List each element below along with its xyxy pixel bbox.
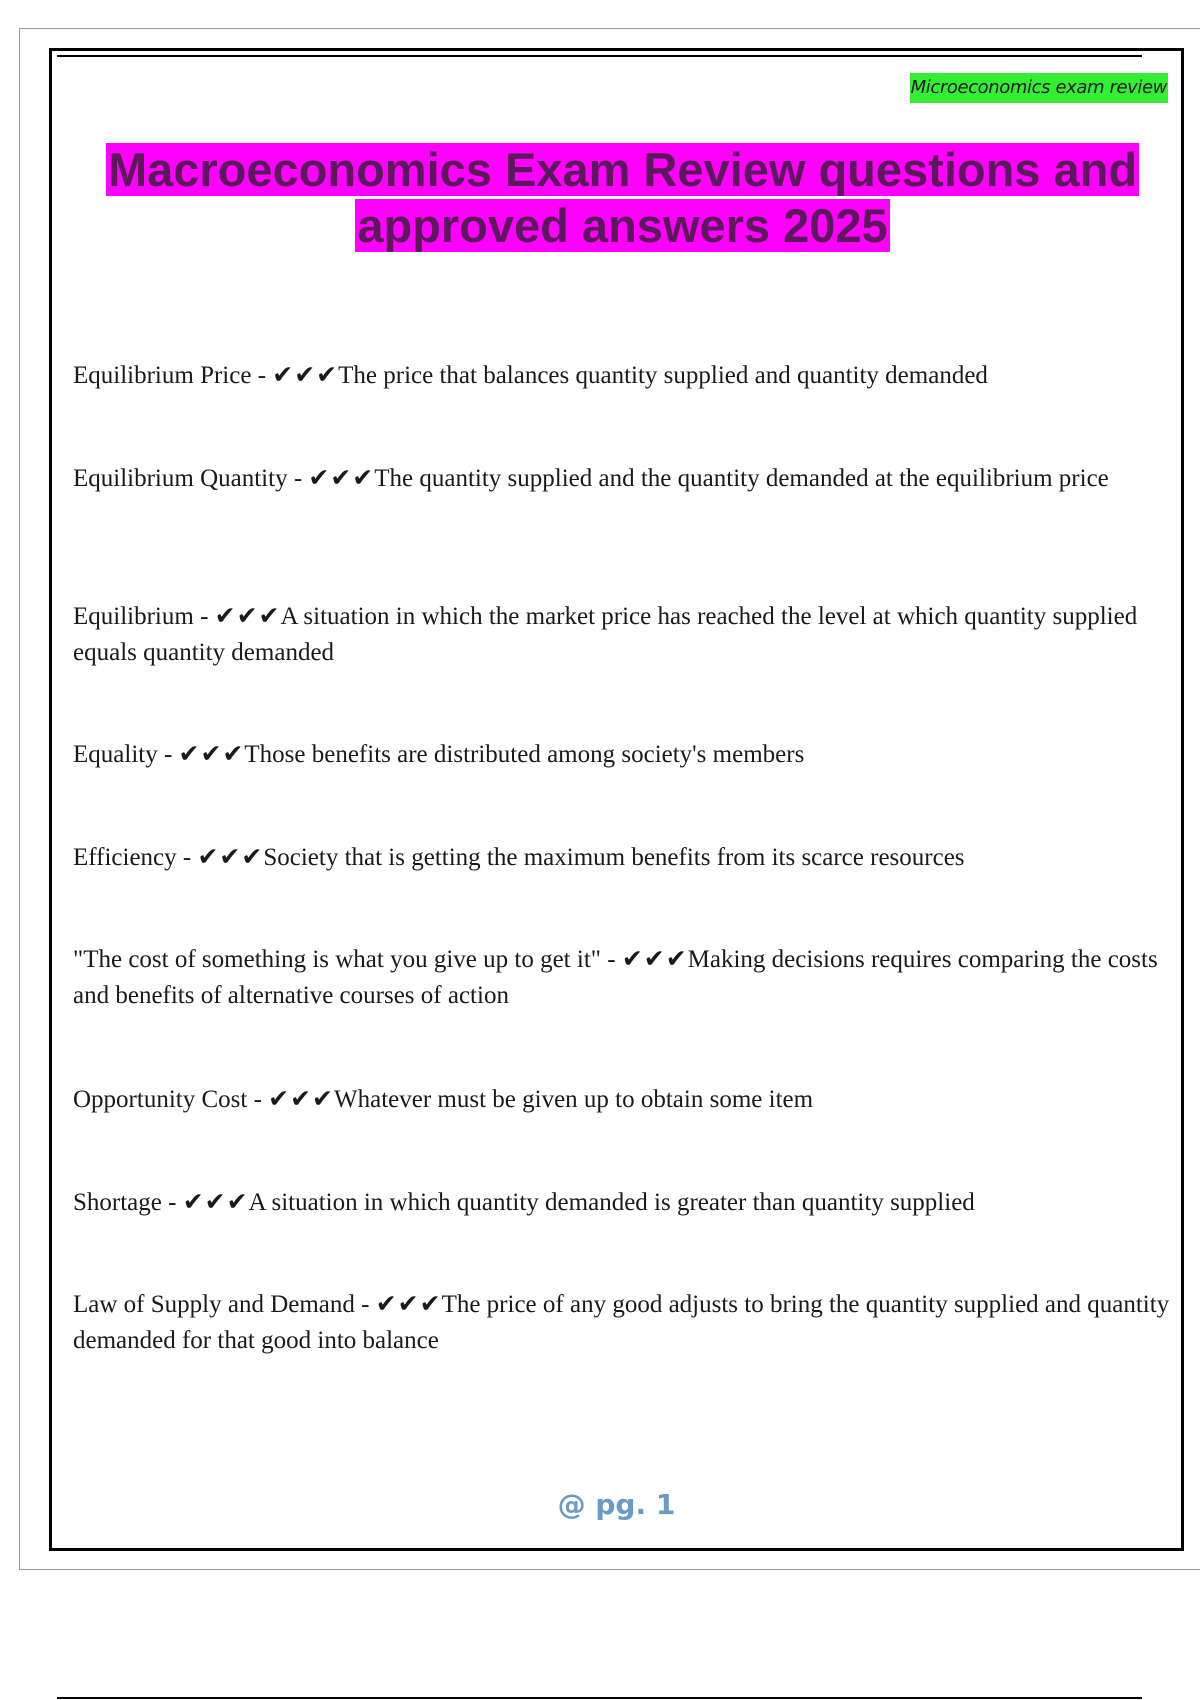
- qa-answer: The quantity supplied and the quantity demanded at the equilibrium price: [374, 465, 1109, 492]
- qa-item-equilibrium-quantity: [73, 461, 1173, 497]
- checkmark-icon: ✔✔✔: [308, 465, 375, 492]
- checkmark-icon: ✔✔✔: [268, 1086, 334, 1113]
- qa-term: "The cost of something is what you give up to get it": [73, 946, 601, 973]
- checkmark-icon: ✔✔✔: [621, 946, 688, 973]
- qa-item-law-of-supply-and-demand: [73, 1287, 1173, 1359]
- qa-separator: -: [193, 603, 215, 630]
- header-tag: Microeconomics exam review: [910, 73, 1168, 103]
- qa-answer: A situation in which the market price has reached the level at which quantity supplied equals quantity demanded: [73, 603, 1138, 666]
- qa-answer: Whatever must be given up to obtain some item: [334, 1086, 814, 1113]
- page-number: @ pg. 1: [557, 1488, 676, 1521]
- checkmark-icon: ✔✔✔: [182, 1189, 249, 1216]
- qa-answer: The price of any good adjusts to bring the quantity supplied and quantity demanded for that good into balance: [73, 1291, 1170, 1354]
- qa-separator: -: [157, 741, 179, 768]
- qa-separator: -: [354, 1291, 376, 1318]
- qa-item-cost-of-something: [73, 942, 1173, 1014]
- qa-separator: -: [176, 844, 198, 871]
- qa-term: Efficiency: [73, 844, 177, 871]
- qa-term: Equilibrium: [73, 603, 194, 630]
- qa-answer: Making decisions requires comparing the costs and benefits of alternative courses of action: [73, 946, 1158, 1009]
- qa-item-equilibrium: [73, 599, 1173, 671]
- top-rule: [57, 55, 1142, 57]
- title-line-1: Macroeconomics Exam Review questions and: [107, 143, 1138, 196]
- checkmark-icon: ✔✔✔: [272, 362, 339, 389]
- qa-answer: Those benefits are distributed among society's members: [244, 741, 805, 768]
- checkmark-icon: ✔✔✔: [197, 844, 264, 871]
- qa-item-opportunity-cost: [73, 1082, 1173, 1118]
- qa-answer: The price that balances quantity supplied and quantity demanded: [338, 362, 988, 389]
- qa-term: Shortage: [73, 1189, 162, 1216]
- qa-separator: -: [287, 465, 309, 492]
- qa-term: Equilibrium Price: [73, 362, 252, 389]
- qa-item-equilibrium-price: [73, 358, 1173, 394]
- qa-separator: -: [247, 1086, 269, 1113]
- qa-answer: A situation in which quantity demanded is greater than quantity supplied: [248, 1189, 975, 1216]
- qa-separator: -: [161, 1189, 183, 1216]
- title-line-2: approved answers 2025: [357, 199, 888, 252]
- qa-separator: -: [600, 946, 622, 973]
- qa-item-shortage: [73, 1185, 1173, 1221]
- qa-answer: Society that is getting the maximum benefits from its scarce resources: [263, 844, 965, 871]
- qa-term: Law of Supply and Demand: [73, 1291, 355, 1318]
- qa-term: Equilibrium Quantity: [73, 465, 288, 492]
- qa-item-equality: [73, 737, 1173, 773]
- checkmark-icon: ✔✔✔: [214, 603, 281, 630]
- checkmark-icon: ✔✔✔: [375, 1291, 442, 1318]
- qa-separator: -: [251, 362, 273, 389]
- qa-term: Opportunity Cost: [73, 1086, 248, 1113]
- checkmark-icon: ✔✔✔: [178, 741, 245, 768]
- document-title: [70, 142, 1175, 254]
- qa-item-efficiency: [73, 840, 1173, 876]
- qa-term: Equality: [73, 741, 158, 768]
- bottom-rule: [57, 1697, 1142, 1699]
